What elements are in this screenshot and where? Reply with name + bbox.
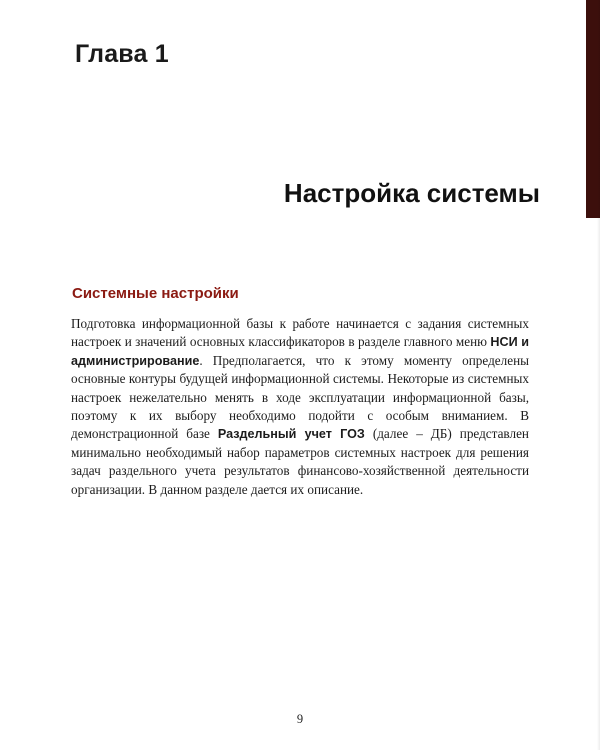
body-paragraph: [71, 315, 529, 499]
chapter-label: Глава 1: [75, 40, 169, 68]
body-emphasis-database-name: Раздельный учет ГОЗ: [217, 427, 365, 442]
section-heading: Системные настройки: [72, 285, 239, 302]
body-text-part-1: Подготовка информационной базы к работе начинается с задания системных настроек и значений основных классификаторов в разделе главного меню: [71, 316, 529, 350]
page-number: 9: [296, 712, 304, 726]
body-text: [71, 315, 529, 499]
chapter-title: Настройка системы: [283, 178, 540, 208]
body-text-part-2: . Предполагается, что к этому моменту определены основные контуры будущей информационной системы. Некоторые из системных настроек нежелательно менять в ходе эксплуатации информационной базы, поэтому к их выбору необходимо подойти с особым вниманием. В демонстрационной базе: [71, 352, 529, 442]
body-emphasis-menu-path: НСИ и администрирование: [71, 335, 530, 368]
body-text-part-3: (далее – ДБ) представлен минимально необходимый набор параметров системных настроек для решения задач раздельного учета результатов финансово-хозяйственной деятельности организации. В данном разделе дается их описание.: [71, 426, 529, 497]
